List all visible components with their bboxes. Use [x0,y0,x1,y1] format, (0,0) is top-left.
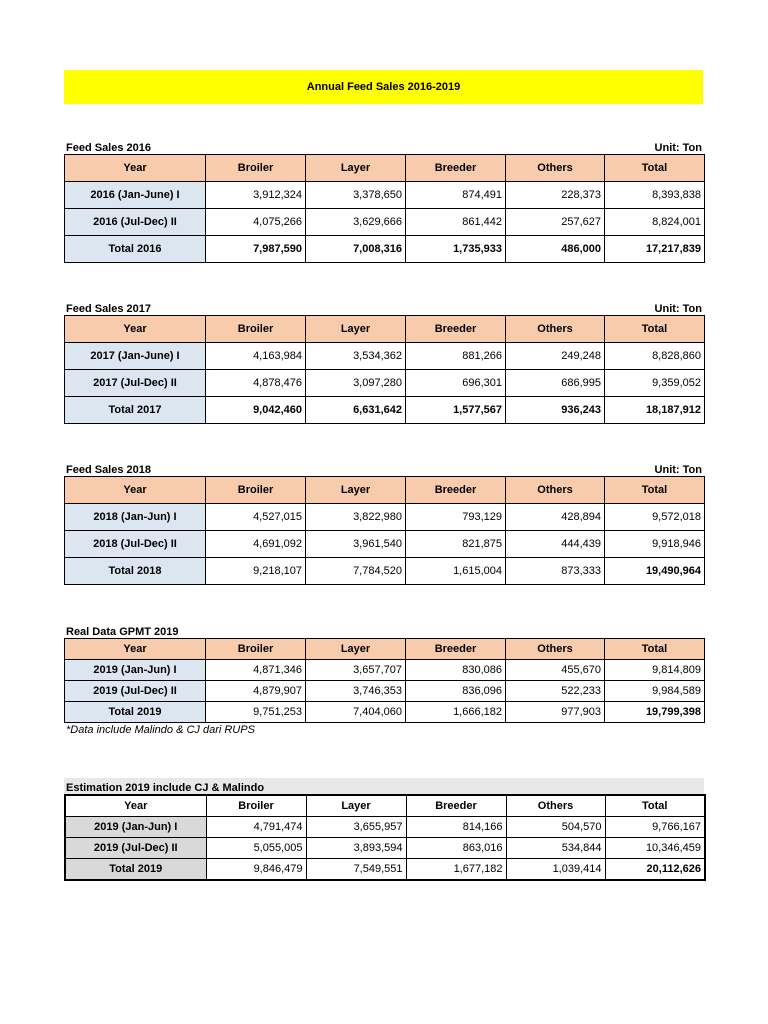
section-title: Real Data GPMT 2019 [66,626,179,638]
header-total: Total [605,639,705,660]
header-total: Total [605,477,705,504]
row-year: 2019 (Jul-Dec) II [65,838,206,859]
cell-breeder: 814,166 [406,817,506,838]
footnote: *Data include Malindo & CJ dari RUPS [66,724,255,736]
cell-broiler: 5,055,005 [206,838,306,859]
table-feed-sales-2016 [64,154,705,263]
header-year: Year [65,477,206,504]
cell-layer: 7,784,520 [306,558,406,585]
cell-total: 10,346,459 [605,838,705,859]
cell-total: 20,112,626 [605,859,705,881]
cell-total: 9,918,946 [605,531,705,558]
cell-broiler: 4,879,907 [206,681,306,702]
table-header-row [65,155,705,182]
table-row [65,681,705,702]
cell-broiler: 3,912,324 [206,182,306,209]
cell-breeder: 1,666,182 [406,702,506,723]
header-others: Others [506,639,605,660]
cell-breeder: 1,677,182 [406,859,506,881]
header-layer: Layer [306,316,406,343]
header-layer: Layer [306,477,406,504]
unit-label: Unit: Ton [654,303,702,315]
cell-total: 9,984,589 [605,681,705,702]
header-year: Year [65,316,206,343]
header-others: Others [506,795,605,817]
section-title: Feed Sales 2017 [66,303,152,315]
cell-layer: 7,008,316 [306,236,406,263]
section-estimation-2019 [64,778,704,881]
cell-others: 534,844 [506,838,605,859]
cell-broiler: 7,987,590 [206,236,306,263]
row-year: 2019 (Jan-Jun) I [65,817,206,838]
cell-broiler: 4,527,015 [206,504,306,531]
cell-others: 1,039,414 [506,859,605,881]
table-row [65,343,705,370]
table-total-row [65,397,705,424]
cell-total: 17,217,839 [605,236,705,263]
header-others: Others [506,155,605,182]
header-others: Others [506,477,605,504]
header-breeder: Breeder [406,795,506,817]
cell-others: 228,373 [506,182,605,209]
cell-broiler: 9,751,253 [206,702,306,723]
cell-broiler: 4,075,266 [206,209,306,236]
header-broiler: Broiler [206,477,306,504]
cell-total: 9,359,052 [605,370,705,397]
table-row [65,531,705,558]
row-year: 2019 (Jul-Dec) II [65,681,206,702]
cell-breeder: 1,735,933 [406,236,506,263]
cell-others: 504,570 [506,817,605,838]
table-header-row [65,477,705,504]
cell-total: 8,824,001 [605,209,705,236]
section-feed-sales-2018 [64,460,704,585]
table-total-row [65,558,705,585]
table-feed-sales-2017 [64,315,705,424]
section-title: Feed Sales 2018 [66,464,152,476]
cell-broiler: 4,878,476 [206,370,306,397]
table-total-row [65,236,705,263]
header-broiler: Broiler [206,639,306,660]
cell-layer: 3,746,353 [306,681,406,702]
cell-breeder: 881,266 [406,343,506,370]
table-total-row [65,859,705,881]
header-broiler: Broiler [206,316,306,343]
row-year: Total 2016 [65,236,206,263]
cell-others: 873,333 [506,558,605,585]
cell-breeder: 874,491 [406,182,506,209]
table-row [65,838,705,859]
section-feed-sales-2016 [64,138,704,263]
table-header-row [65,795,705,817]
table-row [65,504,705,531]
cell-layer: 6,631,642 [306,397,406,424]
cell-breeder: 696,301 [406,370,506,397]
cell-layer: 3,657,707 [306,660,406,681]
cell-others: 486,000 [506,236,605,263]
cell-total: 8,828,860 [605,343,705,370]
cell-others: 428,894 [506,504,605,531]
table-estimation-2019 [64,794,706,881]
section-title: Feed Sales 2016 [66,142,152,154]
table-row [65,817,705,838]
header-layer: Layer [306,795,406,817]
cell-total: 9,766,167 [605,817,705,838]
cell-total: 9,814,809 [605,660,705,681]
cell-others: 522,233 [506,681,605,702]
table-header-row [65,316,705,343]
cell-layer: 7,549,551 [306,859,406,881]
row-year: Total 2019 [65,702,206,723]
table-feed-sales-2018 [64,476,705,585]
unit-label: Unit: Ton [654,142,702,154]
row-year: 2017 (Jul-Dec) II [65,370,206,397]
header-year: Year [65,639,206,660]
section-title: Estimation 2019 include CJ & Malindo [66,782,265,794]
cell-breeder: 1,615,004 [406,558,506,585]
cell-others: 686,995 [506,370,605,397]
section-feed-sales-2017 [64,299,704,424]
row-year: Total 2017 [65,397,206,424]
row-year: 2018 (Jan-Jun) I [65,504,206,531]
header-broiler: Broiler [206,795,306,817]
cell-breeder: 830,086 [406,660,506,681]
cell-layer: 3,534,362 [306,343,406,370]
header-total: Total [605,316,705,343]
header-breeder: Breeder [406,155,506,182]
cell-total: 19,799,398 [605,702,705,723]
cell-broiler: 4,791,474 [206,817,306,838]
cell-total: 8,393,838 [605,182,705,209]
cell-others: 455,670 [506,660,605,681]
row-year: 2017 (Jan-June) I [65,343,206,370]
table-row [65,209,705,236]
header-year: Year [65,795,206,817]
cell-broiler: 4,871,346 [206,660,306,681]
cell-layer: 3,822,980 [306,504,406,531]
cell-total: 9,572,018 [605,504,705,531]
header-layer: Layer [306,639,406,660]
cell-broiler: 9,042,460 [206,397,306,424]
cell-broiler: 9,846,479 [206,859,306,881]
header-total: Total [605,795,705,817]
table-real-data-gpmt-2019 [64,638,705,723]
cell-layer: 3,961,540 [306,531,406,558]
header-breeder: Breeder [406,477,506,504]
row-year: Total 2019 [65,859,206,881]
row-year: 2018 (Jul-Dec) II [65,531,206,558]
row-year: 2019 (Jan-Jun) I [65,660,206,681]
header-total: Total [605,155,705,182]
cell-total: 19,490,964 [605,558,705,585]
header-breeder: Breeder [406,639,506,660]
row-year: 2016 (Jul-Dec) II [65,209,206,236]
cell-breeder: 821,875 [406,531,506,558]
header-year: Year [65,155,206,182]
cell-others: 977,903 [506,702,605,723]
header-layer: Layer [306,155,406,182]
header-broiler: Broiler [206,155,306,182]
cell-others: 249,248 [506,343,605,370]
page-title: Annual Feed Sales 2016-2019 [64,70,703,104]
table-row [65,660,705,681]
cell-layer: 3,655,957 [306,817,406,838]
cell-broiler: 4,163,984 [206,343,306,370]
unit-label: Unit: Ton [654,464,702,476]
header-breeder: Breeder [406,316,506,343]
cell-layer: 3,629,666 [306,209,406,236]
cell-breeder: 836,096 [406,681,506,702]
cell-broiler: 9,218,107 [206,558,306,585]
table-row [65,370,705,397]
cell-breeder: 793,129 [406,504,506,531]
cell-breeder: 1,577,567 [406,397,506,424]
cell-others: 444,439 [506,531,605,558]
table-header-row [65,639,705,660]
cell-broiler: 4,691,092 [206,531,306,558]
cell-breeder: 863,016 [406,838,506,859]
table-total-row [65,702,705,723]
header-others: Others [506,316,605,343]
cell-layer: 3,893,594 [306,838,406,859]
section-real-data-gpmt-2019 [64,622,704,736]
cell-others: 936,243 [506,397,605,424]
cell-others: 257,627 [506,209,605,236]
cell-layer: 7,404,060 [306,702,406,723]
table-row [65,182,705,209]
cell-total: 18,187,912 [605,397,705,424]
cell-layer: 3,097,280 [306,370,406,397]
cell-breeder: 861,442 [406,209,506,236]
row-year: Total 2018 [65,558,206,585]
cell-layer: 3,378,650 [306,182,406,209]
row-year: 2016 (Jan-June) I [65,182,206,209]
